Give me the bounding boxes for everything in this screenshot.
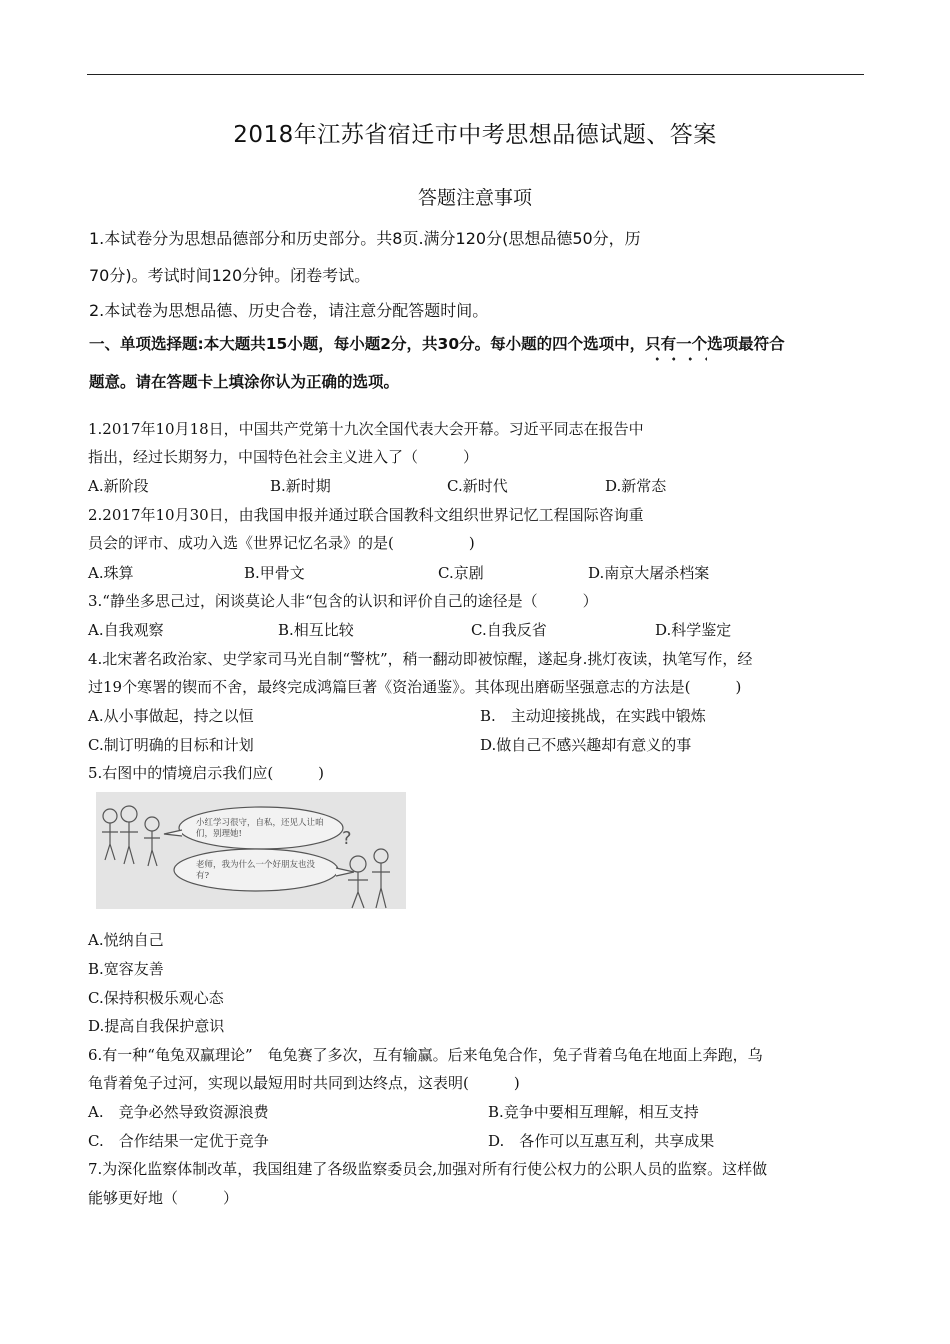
question-1-stem-line-2: 指出，经过长期努力，中国特色社会主义进入了（ ）: [88, 448, 479, 466]
question-2-option-a: A.珠算: [88, 564, 134, 582]
question-3-option-b: B.相互比较: [278, 621, 354, 639]
emphasis-text: 只有一个: [645, 335, 707, 353]
question-2-stem-line-2: 员会的评市、成功入选《世界记忆名录》的是( ): [88, 534, 475, 552]
notice-line-2: 70分)。考试时间120分钟。闭卷考试。: [89, 266, 371, 285]
cartoon-illustration: [96, 792, 406, 909]
question-1-option-d: D.新常态: [605, 477, 667, 495]
question-4-option-b: B. 主动迎接挑战，在实践中锻炼: [480, 707, 706, 725]
question-3-option-c: C.自我反省: [471, 621, 547, 639]
section-heading-line-1: [89, 332, 785, 354]
notice-heading: 答题注意事项: [417, 187, 532, 209]
question-5-option-d: D.提高自我保护意识: [88, 1017, 225, 1035]
question-7-stem-line-1: 7.为深化监察体制改革，我国组建了各级监察委员会,加强对所有行使公权力的公职人员的监察。这样做: [88, 1160, 768, 1178]
notice-line-3: 2.本试卷为思想品德、历史合卷，请注意分配答题时间。: [89, 301, 489, 320]
question-3-stem-line-1: 3.“静坐多思己过，闲谈莫论人非“包含的认识和评价自己的途径是（ ）: [88, 592, 598, 610]
question-5-option-b: B.宽容友善: [88, 960, 164, 978]
question-5-option-c: C.保持积极乐观心态: [88, 989, 224, 1007]
question-6-option-a: A. 竞争必然导致资源浪费: [88, 1103, 269, 1121]
question-2-stem-line-1: 2.2017年10月30日，由我国申报并通过联合国教科文组织世界记忆工程国际咨询重: [88, 506, 644, 524]
question-4-stem-line-2: 过19个寒署的锲而不舍，最终完成鸿篇巨著《资治通鉴》。其体现出磨砺坚强意志的方法是( ): [88, 678, 742, 696]
section-heading-line-2: 题意。请在答题卡上填涂你认为正确的选项。: [89, 373, 400, 391]
question-1-option-c: C.新时代: [447, 477, 508, 495]
question-1-option-a: A.新阶段: [88, 477, 149, 495]
question-6-option-b: B.竞争中要相互理解，相互支持: [488, 1103, 699, 1121]
section-heading-text: 一、单项选择题:本大题共15小题，每小题2分，共30分。每小题的四个选项中，: [89, 335, 646, 353]
question-2-option-b: B.甲骨文: [244, 564, 305, 582]
header-rule: [87, 74, 864, 75]
question-5-stem-line-1: 5.右图中的情境启示我们应( ): [88, 764, 325, 782]
notice-line-1: 1.本试卷分为思想品德部分和历史部分。共8页.满分120分(思想品德50分，历: [89, 229, 641, 248]
cartoon-bubble-bottom-text: 老师，我为什么一个好朋友也没有?: [196, 860, 316, 881]
section-heading-tail: 选项最符合: [707, 335, 785, 353]
question-2-option-c: C.京剧: [438, 564, 484, 582]
question-6-stem-line-1: 6.有一种“龟兔双赢理论” 龟兔赛了多次，互有输赢。后来龟兔合作，兔子背着乌龟在地面上奔跑，乌: [88, 1046, 763, 1064]
document-title: 2018年江苏省宿迁市中考思想品德试题、答案: [233, 122, 717, 148]
question-6-option-d: D. 各作可以互惠互利，共享成果: [488, 1132, 715, 1150]
question-3-option-a: A.自我观察: [88, 621, 164, 639]
question-4-option-a: A.从小事做起，持之以恒: [88, 707, 254, 725]
question-2-option-d: D.南京大屠杀档案: [588, 564, 710, 582]
question-6-stem-line-2: 龟背着兔子过河，实现以最短用时共同到达终点，这表明( ): [88, 1074, 520, 1092]
question-1-option-b: B.新时期: [270, 477, 331, 495]
question-3-option-d: D.科学鉴定: [655, 621, 732, 639]
question-5-option-a: A.悦纳自己: [88, 931, 164, 949]
question-4-option-c: C.制订明确的目标和计划: [88, 736, 254, 754]
question-6-option-c: C. 合作结果一定优于竞争: [88, 1132, 269, 1150]
question-7-stem-line-2: 能够更好地（ ）: [88, 1189, 239, 1207]
question-1-stem-line-1: 1.2017年10月18日，中国共产党第十九次全国代表大会开幕。习近平同志在报告中: [88, 420, 644, 438]
cartoon-drawing: [96, 792, 406, 909]
emphasis-dots: [645, 357, 707, 361]
question-4-stem-line-1: 4.北宋著名政治家、史学家司马光自制“警枕”，稍一翻动即被惊醒，遂起身.挑灯夜读，执笔写作，经: [88, 650, 753, 668]
question-4-option-d: D.做自己不感兴趣却有意义的事: [480, 736, 692, 754]
cartoon-bubble-top-text: 小红学习很守，自私，还见人让咱们，别理她!: [196, 818, 324, 839]
svg-text:?: ?: [342, 828, 352, 849]
